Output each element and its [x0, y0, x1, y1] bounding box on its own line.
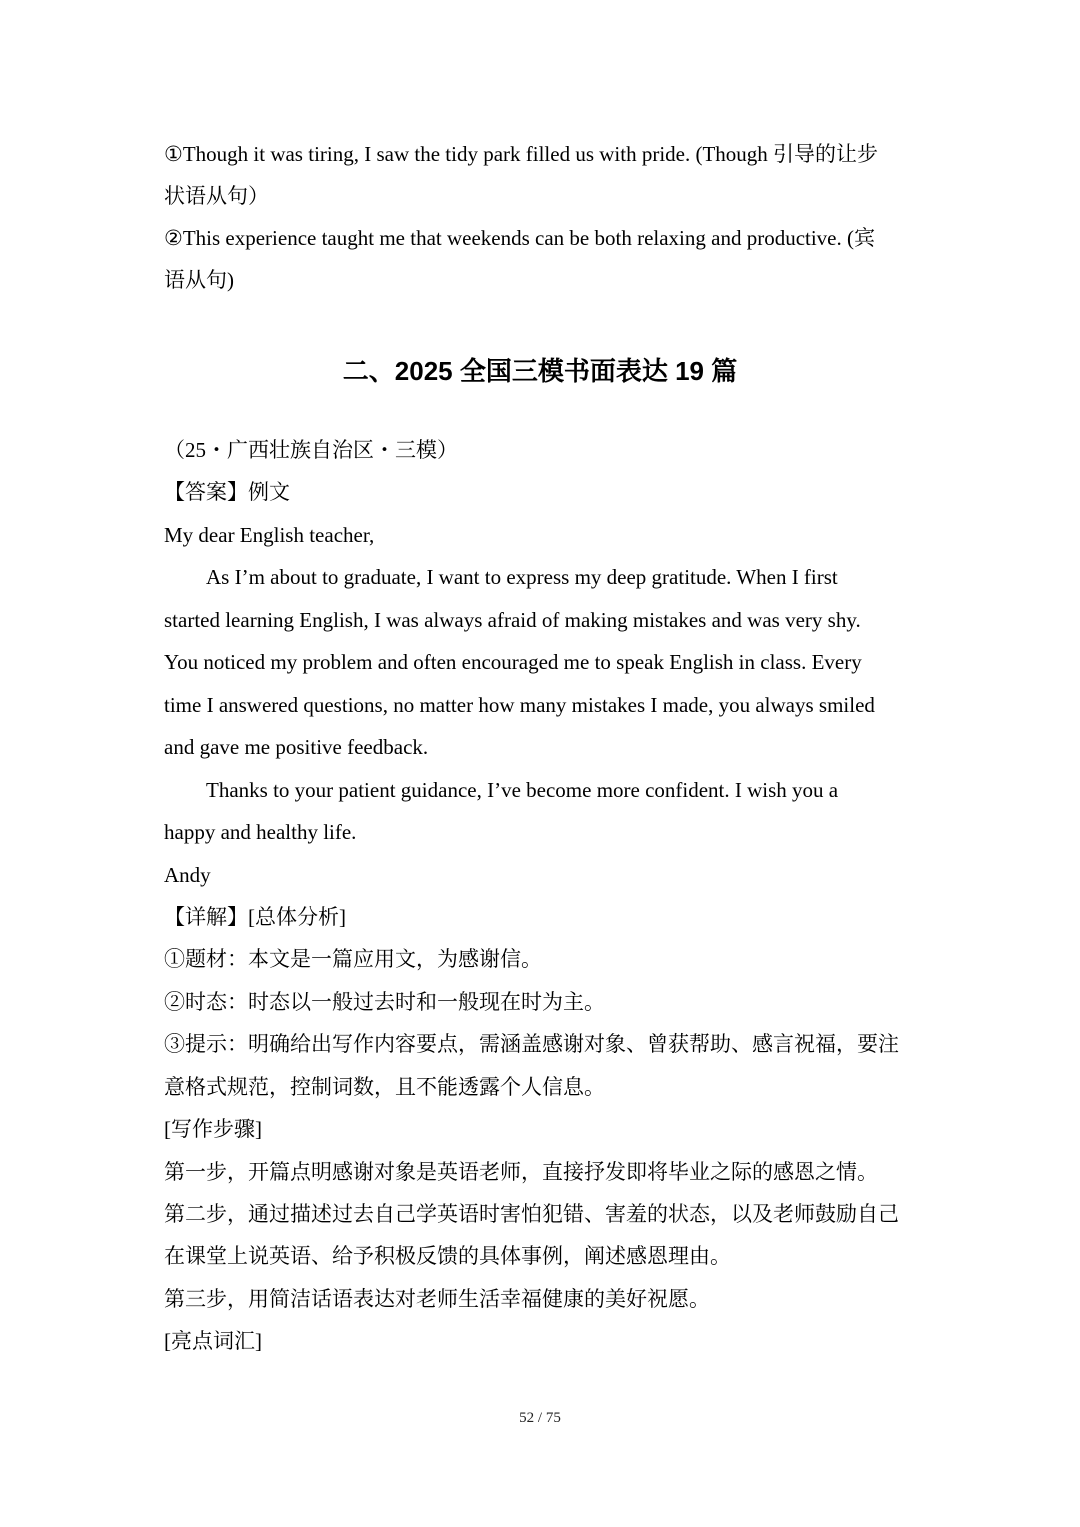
- step-2-line-1: 第二步，通过描述过去自己学英语时害怕犯错、害羞的状态，以及老师鼓励自己: [164, 1202, 899, 1226]
- letter-paragraph-1-line-4: time I answered questions, no matter how many mistakes I made, you always smiled: [164, 693, 875, 717]
- analysis-item-2: ②时态：时态以一般过去时和一般现在时为主。: [164, 990, 605, 1014]
- answer-label: 【答案】例文: [164, 480, 290, 504]
- letter-paragraph-1-line-3: You noticed my problem and often encouraged me to speak English in class. Every: [164, 650, 862, 674]
- letter-paragraph-2-line-2: happy and healthy life.: [164, 820, 357, 844]
- intro-sentence-2-line-1: ②This experience taught me that weekends can be both relaxing and productive. (宾: [164, 226, 875, 250]
- intro-sentence-1-line-2: 状语从句）: [164, 184, 269, 208]
- letter-paragraph-1-line-2: started learning English, I was always afraid of making mistakes and was very shy.: [164, 608, 861, 632]
- page-number: 52 / 75: [519, 1410, 561, 1426]
- analysis-item-3-line-1: ③提示：明确给出写作内容要点，需涵盖感谢对象、曾获帮助、感言祝福，要注: [164, 1032, 899, 1056]
- analysis-item-3-line-2: 意格式规范，控制词数，且不能透露个人信息。: [164, 1075, 605, 1099]
- letter-salutation: My dear English teacher,: [164, 523, 375, 547]
- analysis-item-1: ①题材：本文是一篇应用文，为感谢信。: [164, 947, 542, 971]
- analysis-heading: 【详解】[总体分析]: [164, 905, 346, 929]
- step-1: 第一步，开篇点明感谢对象是英语老师，直接抒发即将毕业之际的感恩之情。: [164, 1160, 878, 1184]
- steps-heading: [写作步骤]: [164, 1117, 262, 1141]
- step-2-line-2: 在课堂上说英语、给予积极反馈的具体事例，阐述感恩理由。: [164, 1244, 731, 1268]
- source-label: （25・广西壮族自治区・三模）: [164, 438, 458, 462]
- letter-paragraph-1-line-5: and gave me positive feedback.: [164, 735, 429, 759]
- letter-paragraph-1-line-1: As I’m about to graduate, I want to express my deep gratitude. When I first: [206, 565, 838, 589]
- letter-paragraph-2-line-1: Thanks to your patient guidance, I’ve become more confident. I wish you a: [206, 778, 839, 802]
- vocab-heading: [亮点词汇]: [164, 1329, 262, 1353]
- intro-sentence-2-line-2: 语从句): [164, 268, 234, 292]
- intro-sentence-1-line-1: ①Though it was tiring, I saw the tidy park filled us with pride. (Though 引导的让步: [164, 142, 879, 166]
- step-3: 第三步，用简洁话语表达对老师生活幸福健康的美好祝愿。: [164, 1287, 710, 1311]
- section-title: 二、2025 全国三模书面表达 19 篇: [342, 356, 738, 386]
- letter-signature: Andy: [164, 863, 211, 887]
